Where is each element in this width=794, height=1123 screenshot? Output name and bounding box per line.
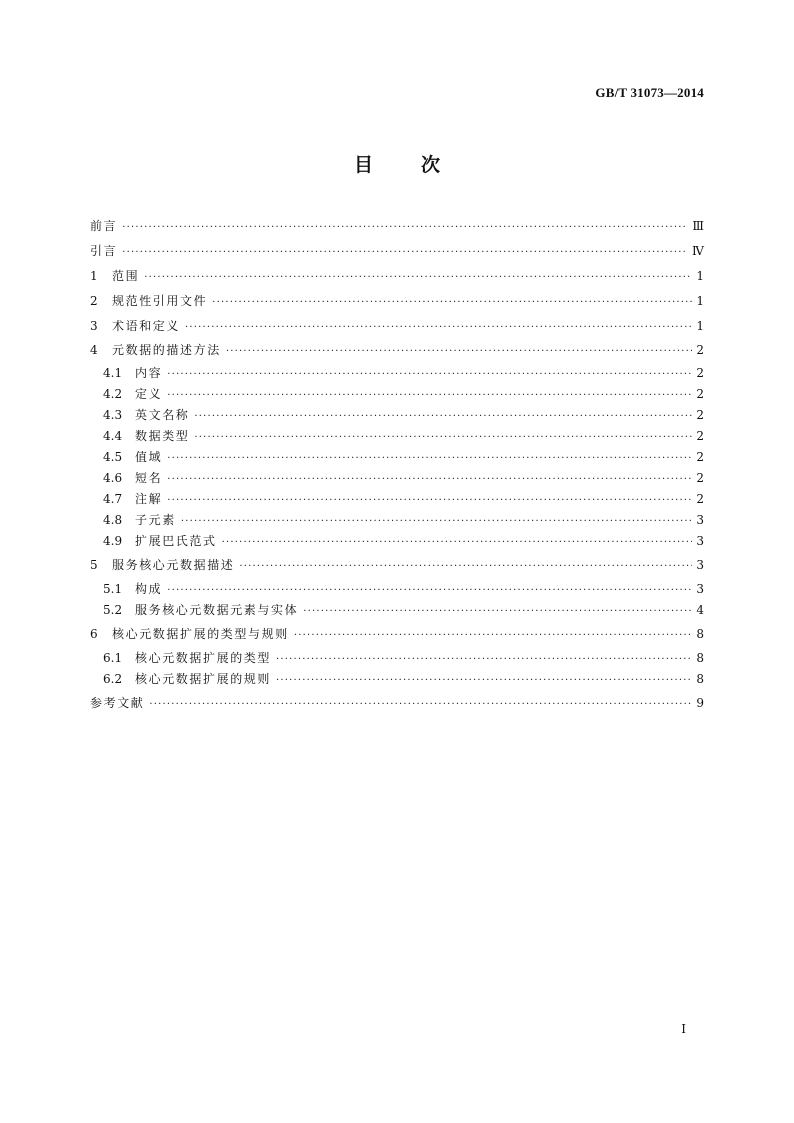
toc-dot-leader <box>294 628 692 644</box>
toc-entry-label: 参考文献 <box>90 696 145 710</box>
toc-dot-leader <box>167 451 692 467</box>
toc-entry-label: 定义 <box>135 387 163 401</box>
toc-entry-page: 2 <box>696 429 704 443</box>
toc-entry <box>90 557 704 573</box>
toc-entry-label: 注解 <box>135 492 163 506</box>
toc-dot-leader <box>167 388 692 404</box>
toc-entry <box>90 695 704 711</box>
toc-entry-number: 4.2 <box>103 387 123 401</box>
toc-dot-leader <box>167 493 692 509</box>
toc-entry-label: 扩展巴氏范式 <box>135 534 217 548</box>
toc-entry <box>90 428 704 444</box>
toc-entry-page: 2 <box>696 492 704 506</box>
toc-entry-number: 4.3 <box>103 408 123 422</box>
toc-entry-page: 1 <box>696 269 704 283</box>
standard-code: GB/T 31073—2014 <box>595 85 704 100</box>
toc-entry-page: 8 <box>696 651 704 665</box>
toc-dot-leader <box>276 673 692 689</box>
toc-entry-page: Ⅳ <box>692 244 704 258</box>
toc-entry <box>90 342 704 358</box>
toc-entry-number: 4 <box>90 343 98 357</box>
title-char-1: 目 <box>353 154 373 176</box>
toc-entry-number: 4.5 <box>103 450 123 464</box>
toc-entry-label: 范围 <box>112 269 140 283</box>
toc-entry-page: 1 <box>696 294 704 308</box>
toc-entry <box>90 318 704 334</box>
toc-entry-page: 3 <box>696 582 704 596</box>
toc-entry-label: 引言 <box>90 244 118 258</box>
toc-dot-leader <box>212 295 692 311</box>
toc-entry <box>90 449 704 465</box>
toc-entry-label: 术语和定义 <box>112 319 181 333</box>
toc-entry-label: 核心元数据扩展的规则 <box>135 672 272 686</box>
toc-entry-label: 服务核心元数据描述 <box>112 558 235 572</box>
toc-dot-leader <box>185 320 692 336</box>
toc-entry-number: 1 <box>90 269 98 283</box>
toc-entry-number: 4.8 <box>103 513 123 527</box>
toc-entry-number: 6 <box>90 627 98 641</box>
toc-entry-number: 5 <box>90 558 98 572</box>
page-title <box>0 150 794 177</box>
toc-entry-page: 2 <box>696 366 704 380</box>
toc-entry <box>90 491 704 507</box>
toc-entry-label: 短名 <box>135 471 163 485</box>
toc-entry-page: Ⅲ <box>692 219 704 233</box>
toc-entry <box>90 218 704 234</box>
toc-entry-label: 英文名称 <box>135 408 190 422</box>
toc-entry-page: 2 <box>696 471 704 485</box>
toc-dot-leader <box>122 245 688 261</box>
toc-entry-label: 数据类型 <box>135 429 190 443</box>
toc-dot-leader <box>181 514 692 530</box>
toc-entry <box>90 470 704 486</box>
toc-entry-number: 6.2 <box>103 672 123 686</box>
toc-entry <box>90 386 704 402</box>
toc-entry-page: 8 <box>696 672 704 686</box>
toc-entry <box>90 533 704 549</box>
toc-entry-label: 构成 <box>135 582 163 596</box>
toc-dot-leader <box>144 270 692 286</box>
toc-entry <box>90 268 704 284</box>
toc-entry-page: 1 <box>696 319 704 333</box>
toc-entry-page: 2 <box>696 387 704 401</box>
toc-entry <box>90 626 704 642</box>
toc-entry <box>90 581 704 597</box>
toc-entry-label: 内容 <box>135 366 163 380</box>
toc-dot-leader <box>167 472 692 488</box>
toc-entry-page: 8 <box>696 627 704 641</box>
toc-entry <box>90 671 704 687</box>
toc-entry-label: 服务核心元数据元素与实体 <box>135 603 299 617</box>
toc-entry-page: 3 <box>696 534 704 548</box>
toc-entry-number: 2 <box>90 294 98 308</box>
toc-dot-leader <box>167 367 692 383</box>
toc-entry-number: 6.1 <box>103 651 123 665</box>
toc-dot-leader <box>239 559 692 575</box>
toc-entry-label: 前言 <box>90 219 118 233</box>
toc-dot-leader <box>222 535 692 551</box>
title-char-2: 次 <box>421 154 441 176</box>
toc-entry-label: 规范性引用文件 <box>112 294 208 308</box>
toc-entry-number: 4.6 <box>103 471 123 485</box>
toc-entry <box>90 243 704 259</box>
toc-entry-label: 元数据的描述方法 <box>112 343 221 357</box>
toc-entry <box>90 602 704 618</box>
toc-dot-leader <box>122 220 688 236</box>
toc-dot-leader <box>149 697 692 713</box>
toc-entry-number: 4.1 <box>103 366 123 380</box>
toc-entry-page: 2 <box>696 343 704 357</box>
toc-dot-leader <box>194 409 692 425</box>
toc-dot-leader <box>226 344 692 360</box>
toc-entry-number: 5.1 <box>103 582 123 596</box>
toc-entry-page: 2 <box>696 450 704 464</box>
toc-entry-page: 2 <box>696 408 704 422</box>
toc-entry <box>90 407 704 423</box>
toc-entry-number: 4.9 <box>103 534 123 548</box>
toc-entry-number: 5.2 <box>103 603 123 617</box>
toc-entry <box>90 512 704 528</box>
toc-entry <box>90 650 704 666</box>
toc-entry-label: 核心元数据扩展的类型 <box>135 651 272 665</box>
toc-dot-leader <box>194 430 692 446</box>
toc-entry-label: 值域 <box>135 450 163 464</box>
toc-dot-leader <box>303 604 692 620</box>
toc-entry <box>90 293 704 309</box>
toc-entry-label: 子元素 <box>135 513 176 527</box>
toc-dot-leader <box>276 652 692 668</box>
footer-page-number: Ⅰ <box>681 1022 686 1036</box>
toc-entry-number: 3 <box>90 319 98 333</box>
toc-entry-number: 4.7 <box>103 492 123 506</box>
toc-entry-page: 9 <box>696 696 704 710</box>
toc-dot-leader <box>167 583 692 599</box>
toc-entry-number: 4.4 <box>103 429 123 443</box>
toc-entry-page: 4 <box>696 603 704 617</box>
toc-entry-page: 3 <box>696 558 704 572</box>
toc-entry-page: 3 <box>696 513 704 527</box>
toc-entry-label: 核心元数据扩展的类型与规则 <box>112 627 289 641</box>
toc-entry <box>90 365 704 381</box>
